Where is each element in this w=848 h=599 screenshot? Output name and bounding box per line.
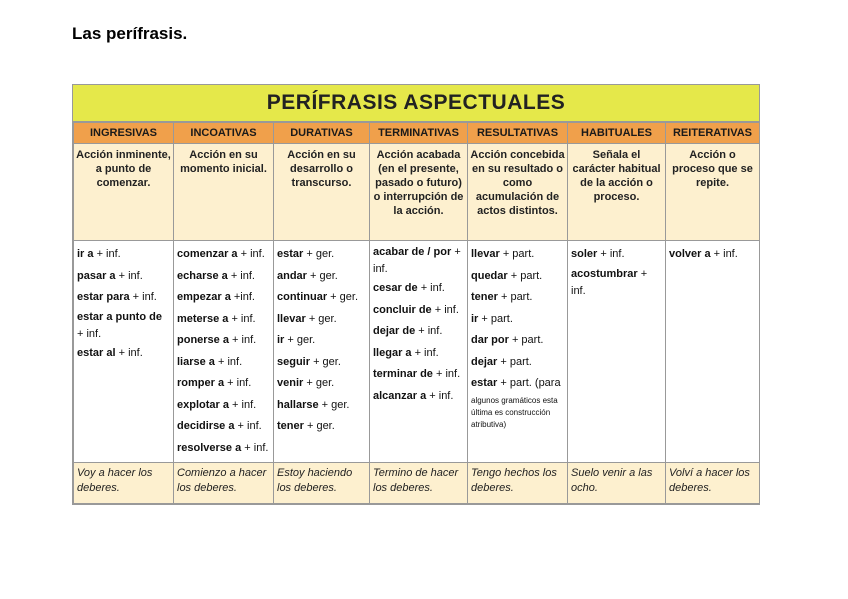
form-item: acostumbrar + inf. [571, 267, 648, 297]
periphrasis-table-figure [72, 84, 760, 505]
form-item: ir + ger. [277, 334, 316, 346]
forms-reiterativas [666, 241, 760, 463]
description-incoativas: Acción en su momento inicial. [174, 144, 274, 241]
periphrasis-table [73, 122, 760, 504]
form-item: acabar de / por + inf. [373, 246, 461, 275]
form-item: volver a + inf. [669, 248, 738, 260]
header-reiterativas: REITERATIVAS [666, 123, 760, 144]
header-resultativas: RESULTATIVAS [468, 123, 568, 144]
header-terminativas: TERMINATIVAS [370, 123, 468, 144]
form-item: quedar + part. [471, 269, 543, 282]
example-durativas: Estoy haciendo los deberes. [274, 463, 370, 504]
form-item: comenzar a + inf. [177, 248, 265, 260]
form-item: estar + ger. [277, 248, 335, 260]
form-item: alcanzar a + inf. [373, 389, 454, 402]
forms-habituales [568, 241, 666, 463]
description-durativas: Acción en su desarrollo o transcurso. [274, 144, 370, 241]
form-item: continuar + ger. [277, 291, 358, 303]
example-habituales: Suelo venir a las ocho. [568, 463, 666, 504]
form-item: cesar de + inf. [373, 282, 445, 294]
form-item: dar por + part. [471, 334, 544, 346]
form-item: decidirse a + inf. [177, 420, 262, 432]
form-item: dejar de + inf. [373, 325, 443, 337]
description-habituales: Señala el carácter habitual de la acción o proceso. [568, 144, 666, 241]
form-item: ponerse a + inf. [177, 334, 257, 346]
form-item: romper a + inf. [177, 377, 252, 389]
forms-ingresivas [74, 241, 174, 463]
forms-terminativas [370, 241, 468, 463]
form-item: tener + part. [471, 291, 533, 303]
form-item: concluir de + inf. [373, 303, 459, 316]
description-ingresivas: Acción inminente, a punto de comenzar. [74, 144, 174, 241]
form-item: resolverse a + inf. [177, 441, 269, 454]
form-item: venir + ger. [277, 377, 335, 389]
description-row [74, 144, 760, 241]
example-row [74, 463, 760, 504]
example-incoativas: Comienzo a hacer los deberes. [174, 463, 274, 504]
form-item: dejar + part. [471, 355, 532, 368]
table-title: PERÍFRASIS ASPECTUALES [73, 85, 759, 122]
form-item: estar a punto de + inf. [77, 310, 162, 340]
forms-incoativas [174, 241, 274, 463]
form-item: terminar de + inf. [373, 368, 461, 380]
form-item: liarse a + inf. [177, 355, 243, 368]
form-item: hallarse + ger. [277, 398, 350, 411]
example-terminativas: Termino de hacer los deberes. [370, 463, 468, 504]
header-habituales: HABITUALES [568, 123, 666, 144]
forms-row [74, 241, 760, 463]
form-item: soler + inf. [571, 248, 625, 260]
form-note: algunos gramáticos esta última es construcción atributiva) [471, 395, 558, 429]
form-item: tener + ger. [277, 420, 335, 432]
header-ingresivas: INGRESIVAS [74, 123, 174, 144]
header-incoativas: INCOATIVAS [174, 123, 274, 144]
example-reiterativas: Volví a hacer los deberes. [666, 463, 760, 504]
form-item: explotar a + inf. [177, 398, 257, 411]
form-item: estar para + inf. [77, 291, 157, 303]
form-item: llegar a + inf. [373, 346, 439, 359]
example-ingresivas: Voy a hacer los deberes. [74, 463, 174, 504]
form-item: estar + part. (para [471, 377, 561, 389]
form-item: andar + ger. [277, 269, 338, 282]
description-terminativas: Acción acabada (en el presente, pasado o futuro) o interrupción de la acción. [370, 144, 468, 241]
form-item: seguir + ger. [277, 355, 341, 368]
example-resultativas: Tengo hechos los deberes. [468, 463, 568, 504]
form-item: meterse a + inf. [177, 312, 256, 325]
header-durativas: DURATIVAS [274, 123, 370, 144]
forms-durativas [274, 241, 370, 463]
form-item: echarse a + inf. [177, 269, 255, 282]
category-header-row [74, 123, 760, 144]
description-resultativas: Acción concebida en su resultado o como acumulación de actos distintos. [468, 144, 568, 241]
form-item: llevar + part. [471, 248, 535, 260]
forms-resultativas [468, 241, 568, 463]
form-item: empezar a +inf. [177, 291, 255, 303]
form-item: llevar + ger. [277, 312, 337, 325]
form-item: ir + part. [471, 312, 513, 325]
description-reiterativas: Acción o proceso que se repite. [666, 144, 760, 241]
form-item: pasar a + inf. [77, 269, 143, 282]
form-item: estar al + inf. [77, 346, 143, 359]
page-title: Las perífrasis. [72, 24, 188, 43]
form-item: ir a + inf. [77, 248, 121, 260]
